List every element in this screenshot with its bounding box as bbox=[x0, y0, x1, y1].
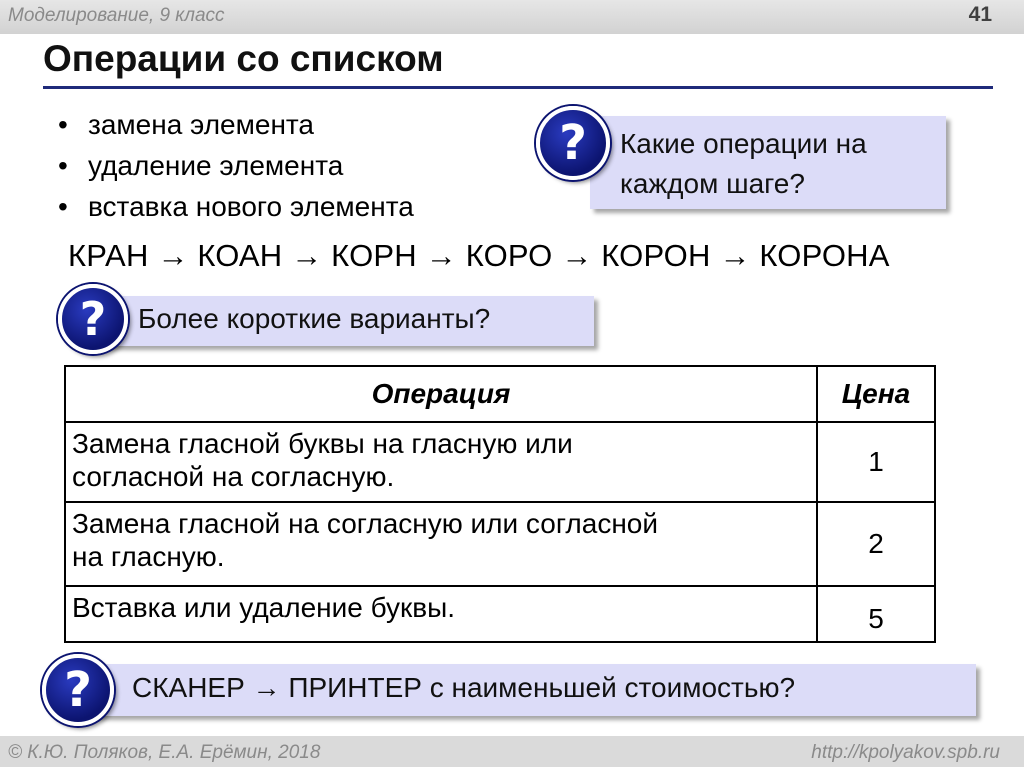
operation-line: Замена гласной буквы на гласную или bbox=[72, 428, 573, 459]
copyright-text: © К.Ю. Поляков, Е.А. Ерёмин, 2018 bbox=[8, 742, 321, 763]
cost-cell: 1 bbox=[817, 422, 935, 502]
question-icon bbox=[536, 106, 610, 180]
question-box-shorter bbox=[104, 296, 594, 346]
course-label: Моделирование, 9 класс bbox=[8, 5, 225, 26]
operation-cell bbox=[65, 422, 817, 502]
footer-bar bbox=[0, 736, 1024, 767]
question-mark: ? bbox=[79, 292, 107, 346]
operations-list bbox=[58, 104, 414, 227]
header-bar bbox=[0, 0, 1024, 34]
column-header-cost: Цена bbox=[817, 366, 935, 422]
operation-cell bbox=[65, 586, 817, 642]
website-link[interactable]: http://kpolyakov.spb.ru bbox=[811, 742, 1000, 763]
question-text: СКАНЕР → ПРИНТЕР с наименьшей стоимостью? bbox=[132, 672, 796, 703]
question-text-line: каждом шаге? bbox=[620, 168, 805, 199]
question-mark: ? bbox=[64, 662, 92, 718]
operation-line: Замена гласной на согласную или согласной bbox=[72, 508, 659, 539]
table-row bbox=[65, 586, 935, 642]
word-transform-chain: КРАН → КОАН → КОРН → КОРО → КОРОН → КОРОНА bbox=[68, 238, 890, 273]
question-box-steps bbox=[590, 116, 946, 209]
operations-cost-table bbox=[64, 365, 936, 643]
table-header-row bbox=[65, 366, 935, 422]
list-item: • замена элемента bbox=[58, 104, 414, 145]
question-text-line: Какие операции на bbox=[620, 128, 867, 159]
list-item: • удаление элемента bbox=[58, 145, 414, 186]
question-icon bbox=[42, 654, 114, 726]
question-text: Более короткие варианты? bbox=[138, 303, 491, 334]
column-header-operation: Операция bbox=[65, 366, 817, 422]
table-row bbox=[65, 422, 935, 502]
table-row bbox=[65, 502, 935, 586]
question-box-scanner bbox=[96, 664, 976, 716]
operation-line: Вставка или удаление буквы. bbox=[72, 592, 456, 623]
operation-line: согласной на согласную. bbox=[72, 461, 395, 492]
question-mark: ? bbox=[559, 115, 587, 171]
slide-number: 41 bbox=[968, 3, 992, 26]
cost-cell: 5 bbox=[817, 586, 935, 642]
list-item: • вставка нового элемента bbox=[58, 186, 414, 227]
cost-cell: 2 bbox=[817, 502, 935, 586]
slide-title: Операции со списком bbox=[43, 38, 444, 79]
operation-line: на гласную. bbox=[72, 541, 225, 572]
question-icon bbox=[58, 284, 128, 354]
title-divider bbox=[43, 86, 993, 89]
operation-cell bbox=[65, 502, 817, 586]
